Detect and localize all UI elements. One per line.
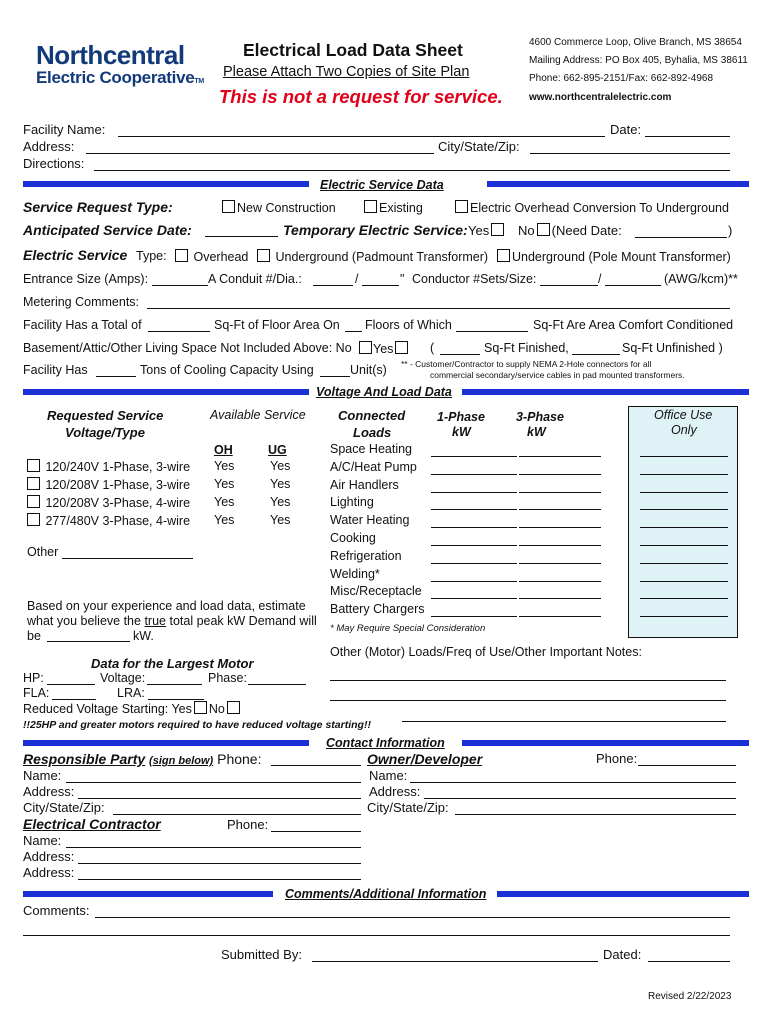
checkbox[interactable] — [537, 223, 550, 236]
responsible-name-field[interactable] — [66, 782, 361, 783]
hp-field[interactable] — [47, 684, 95, 685]
office-use-field[interactable] — [640, 509, 728, 510]
special-consideration-note: * May Require Special Consideration — [330, 623, 486, 634]
loads-heading: Loads — [353, 425, 392, 440]
basement-no[interactable] — [357, 341, 374, 356]
oh-heading: OH — [214, 443, 233, 457]
slash: / — [355, 272, 359, 286]
checkbox[interactable] — [27, 459, 40, 472]
load-3phase-kw-field[interactable] — [519, 474, 601, 475]
oh-value: Yes — [214, 459, 235, 473]
peak-kw-field[interactable] — [47, 641, 130, 642]
opt-polemount[interactable]: Underground (Pole Mount Transformer) — [495, 249, 731, 264]
conduit-dia-field[interactable] — [362, 285, 399, 286]
opt-conversion[interactable]: Electric Overhead Conversion To Underground — [453, 200, 729, 215]
logo-line-1: Northcentral — [36, 40, 185, 70]
metering-field[interactable] — [147, 308, 730, 309]
opt-existing[interactable]: Existing — [362, 200, 423, 215]
load-3phase-kw-field[interactable] — [519, 509, 601, 510]
page-subtitle: Please Attach Two Copies of Site Plan — [223, 64, 470, 80]
responsible-city-field[interactable] — [113, 814, 361, 815]
load-label: Air Handlers — [330, 477, 399, 492]
owner-address-label: Address: — [369, 784, 421, 799]
ug-value: Yes — [270, 459, 291, 473]
contractor-name-label: Name: — [23, 833, 62, 848]
city-field[interactable] — [530, 153, 730, 154]
load-1phase-kw-field[interactable] — [431, 563, 517, 564]
load-3phase-kw-field[interactable] — [519, 527, 601, 528]
other-notes-line-1[interactable] — [330, 680, 726, 681]
section-bar-left — [23, 389, 309, 395]
voltage-option-label: 120/208V 3-Phase, 4-wire — [45, 496, 191, 510]
ug-value: Yes — [270, 477, 291, 491]
submitted-by-label: Submitted By: — [221, 947, 302, 962]
ug-heading: UG — [268, 443, 287, 457]
unfinished-sqft-field[interactable] — [572, 354, 620, 355]
load-1phase-kw-field[interactable] — [431, 456, 517, 457]
load-3phase-kw-field[interactable] — [519, 563, 601, 564]
load-1phase-kw-field[interactable] — [431, 616, 517, 617]
fla-field[interactable] — [52, 699, 96, 700]
load-3phase-kw-field[interactable] — [519, 598, 601, 599]
logo-line-2: Electric CooperativeTM — [36, 68, 204, 87]
section-comments: Comments/Additional Information — [285, 887, 487, 901]
lra-field[interactable] — [148, 699, 204, 700]
awg-label: (AWG/kcm)** — [664, 272, 738, 286]
facility-name-label: Facility Name: — [23, 122, 106, 137]
office-use-field[interactable] — [640, 598, 728, 599]
voltage-option[interactable] — [25, 477, 190, 492]
floors-field[interactable] — [345, 331, 362, 332]
comments-field-2[interactable] — [23, 935, 730, 936]
directions-label: Directions: — [23, 156, 85, 171]
contractor-address-field[interactable] — [78, 863, 361, 864]
load-label: A/C/Heat Pump — [330, 459, 417, 474]
entrance-size-label: Entrance Size (Amps): — [23, 272, 149, 286]
load-label: Misc/Receptacle — [330, 584, 422, 599]
office-use-field[interactable] — [640, 527, 728, 528]
finished-label: Sq-Ft Finished, — [484, 341, 569, 355]
date-label: Date: — [610, 122, 642, 137]
voltage-option[interactable] — [25, 513, 190, 528]
checkbox[interactable] — [497, 249, 510, 262]
owner-name-field[interactable] — [410, 782, 736, 783]
owner-city-label: City/State/Zip: — [367, 800, 449, 815]
ug-value: Yes — [270, 513, 291, 527]
section-bar-right — [462, 740, 749, 746]
floor-text-b: Sq-Ft of Floor Area On — [214, 318, 340, 332]
load-label: Lighting — [330, 495, 374, 510]
motor-phase-field[interactable] — [248, 684, 306, 685]
address-field[interactable] — [86, 153, 434, 154]
contractor-address2-field[interactable] — [78, 879, 361, 880]
load-1phase-kw-field[interactable] — [431, 492, 517, 493]
connected-heading: Connected — [338, 408, 406, 423]
conditioned-sqft-field[interactable] — [456, 331, 528, 332]
temporary-service-label: Temporary Electric Service: — [283, 222, 468, 238]
mailing-address: Mailing Address: PO Box 405, Byhalia, MS 38611 — [529, 55, 748, 66]
temporary-yes[interactable]: Yes — [468, 223, 506, 238]
section-voltage-load: Voltage And Load Data — [316, 385, 452, 399]
conductor-sets-field[interactable] — [540, 285, 598, 286]
need-date-field[interactable] — [635, 237, 727, 238]
phase1-heading: 1-Phase — [437, 410, 485, 424]
opt-overhead[interactable]: Overhead — [173, 249, 248, 264]
office-use-field[interactable] — [640, 545, 728, 546]
peak-text-3b: kW. — [133, 629, 154, 643]
load-label: Water Heating — [330, 513, 410, 528]
load-label: Refrigeration — [330, 548, 402, 563]
other-notes-line-2[interactable] — [330, 700, 726, 701]
contractor-address2-label: Address: — [23, 865, 75, 880]
load-1phase-kw-field[interactable] — [431, 581, 517, 582]
close-paren: ) — [728, 223, 733, 238]
cooling-units-field[interactable] — [320, 376, 350, 377]
total-sqft-field[interactable] — [148, 331, 210, 332]
other-notes-line-3[interactable] — [402, 721, 726, 722]
company-website: www.northcentralelectric.com — [529, 92, 672, 103]
responsible-city-label: City/State/Zip: — [23, 800, 105, 815]
office-use-field[interactable] — [640, 581, 728, 582]
requested-service-heading: Requested Service — [47, 408, 164, 423]
load-3phase-kw-field[interactable] — [519, 616, 601, 617]
load-label: Welding* — [330, 566, 380, 581]
section-bar-left — [23, 891, 273, 897]
address-label: Address: — [23, 139, 75, 154]
checkbox[interactable] — [491, 223, 504, 236]
anticipated-date-field[interactable] — [205, 236, 278, 237]
section-bar-right — [462, 389, 749, 395]
reduced-voltage-warning: !!25HP and greater motors required to have reduced voltage starting!! — [23, 719, 371, 731]
cooling-tons-field[interactable] — [96, 376, 136, 377]
office-use-box — [628, 406, 738, 638]
contractor-phone-field[interactable] — [271, 831, 361, 832]
office-use-heading: Office Use — [654, 408, 713, 422]
metering-label: Metering Comments: — [23, 295, 140, 309]
available-service-heading: Available Service — [210, 408, 306, 422]
cooling-text-c: Unit(s) — [350, 363, 387, 377]
city-label: City/State/Zip: — [438, 139, 520, 154]
floor-text-d: Sq-Ft Are Area Comfort Conditioned — [533, 318, 734, 332]
floor-text-a: Facility Has a Total of — [23, 318, 142, 332]
checkbox[interactable] — [359, 341, 372, 354]
electric-service-label: Electric Service — [23, 247, 128, 263]
voltage-option[interactable] — [25, 495, 190, 510]
peak-text-1: Based on your experience and load data, estimate — [27, 599, 306, 613]
entrance-size-field[interactable] — [152, 285, 208, 286]
owner-name-label: Name: — [369, 768, 408, 783]
directions-field[interactable] — [94, 170, 730, 171]
load-1phase-kw-field[interactable] — [431, 474, 517, 475]
voltage-option-label: 277/480V 3-Phase, 4-wire — [45, 514, 191, 528]
checkbox[interactable] — [175, 249, 188, 262]
cooling-text-b: Tons of Cooling Capacity Using — [140, 363, 314, 377]
load-1phase-kw-field[interactable] — [431, 598, 517, 599]
conductor-label: Conductor #Sets/Size: — [412, 272, 537, 286]
finished-sqft-field[interactable] — [440, 354, 480, 355]
fla-label: FLA: — [23, 686, 50, 700]
section-bar-right — [487, 181, 749, 187]
load-label: Cooking — [330, 531, 376, 545]
owner-phone-label: Phone: — [596, 751, 638, 766]
ug-value: Yes — [270, 495, 291, 509]
motor-voltage-field[interactable] — [147, 684, 202, 685]
phase3-kw-heading: kW — [527, 425, 546, 439]
dated-field[interactable] — [648, 961, 730, 962]
section-bar-right — [497, 891, 749, 897]
inch-mark: " — [400, 272, 405, 286]
comments-field-1[interactable] — [95, 917, 730, 918]
office-use-field[interactable] — [640, 563, 728, 564]
other-voltage-label: Other — [27, 545, 59, 559]
floor-text-c: Floors of Which — [365, 318, 452, 332]
load-3phase-kw-field[interactable] — [519, 581, 601, 582]
oh-value: Yes — [214, 477, 235, 491]
load-1phase-kw-field[interactable] — [431, 509, 517, 510]
peak-text-2: what you believe the true total peak kW Demand will — [27, 614, 317, 628]
office-use-field[interactable] — [640, 492, 728, 493]
responsible-phone-field[interactable] — [271, 765, 361, 766]
section-bar-left — [23, 740, 309, 746]
owner-address-field[interactable] — [424, 798, 736, 799]
slash: / — [598, 272, 602, 286]
peak-text-3a: be — [27, 629, 41, 643]
voltage-type-heading: Voltage/Type — [65, 425, 145, 440]
voltage-option-label: 120/240V 1-Phase, 3-wire — [45, 460, 191, 474]
contractor-heading: Electrical Contractor — [23, 816, 161, 832]
checkbox[interactable] — [227, 701, 240, 714]
voltage-option-label: 120/208V 1-Phase, 3-wire — [45, 478, 191, 492]
phase3-heading: 3-Phase — [516, 410, 564, 424]
opt-padmount[interactable]: Underground (Padmount Transformer) — [255, 249, 488, 264]
basement-yes[interactable]: Yes — [373, 341, 410, 356]
load-label: Battery Chargers — [330, 602, 425, 617]
submitted-by-field[interactable] — [312, 961, 598, 962]
load-3phase-kw-field[interactable] — [519, 545, 601, 546]
basement-label: Basement/Attic/Other Living Space Not Included Above: No — [23, 341, 352, 355]
checkbox[interactable] — [257, 249, 270, 262]
largest-motor-heading: Data for the Largest Motor — [91, 656, 254, 671]
date-field[interactable] — [645, 136, 730, 137]
facility-name-field[interactable] — [118, 136, 605, 137]
section-bar-left — [23, 181, 309, 187]
office-use-field[interactable] — [640, 474, 728, 475]
oh-value: Yes — [214, 513, 235, 527]
hp-label: HP: — [23, 671, 44, 685]
load-1phase-kw-field[interactable] — [431, 545, 517, 546]
checkbox[interactable] — [455, 200, 468, 213]
owner-city-field[interactable] — [455, 814, 736, 815]
oh-value: Yes — [214, 495, 235, 509]
responsible-address-label: Address: — [23, 784, 75, 799]
motor-phase-label: Phase: — [208, 671, 247, 685]
office-use-field[interactable] — [640, 616, 728, 617]
nema-note-1: ** - Customer/Contractor to supply NEMA 2-Hole connectors for all — [401, 359, 652, 369]
temporary-no[interactable]: No (Need Date: — [518, 223, 622, 238]
load-3phase-kw-field[interactable] — [519, 492, 601, 493]
other-motor-label: Other (Motor) Loads/Freq of Use/Other Important Notes: — [330, 645, 642, 659]
responsible-party-row: Responsible Party (sign below) Phone: — [23, 751, 262, 767]
revision-date: Revised 2/22/2023 — [648, 991, 732, 1002]
checkbox[interactable] — [222, 200, 235, 213]
voltage-option[interactable] — [25, 459, 190, 474]
unfinished-label: Sq-Ft Unfinished ) — [622, 341, 723, 355]
checkbox[interactable] — [364, 200, 377, 213]
responsible-name-label: Name: — [23, 768, 62, 783]
office-only-heading: Only — [671, 423, 697, 437]
checkbox[interactable] — [395, 341, 408, 354]
checkbox[interactable] — [27, 513, 40, 526]
dated-label: Dated: — [603, 947, 642, 962]
load-1phase-kw-field[interactable] — [431, 527, 517, 528]
open-paren: ( — [430, 341, 435, 355]
type-label: Type: — [136, 249, 167, 263]
contractor-address-label: Address: — [23, 849, 75, 864]
contractor-phone-label: Phone: — [227, 817, 269, 832]
load-3phase-kw-field[interactable] — [519, 456, 601, 457]
contractor-name-field[interactable] — [66, 847, 361, 848]
section-electric-service: Electric Service Data — [320, 178, 444, 192]
owner-heading: Owner/Developer — [367, 751, 483, 767]
responsible-address-field[interactable] — [78, 798, 361, 799]
load-label: Space Heating — [330, 442, 413, 456]
warning-text: This is not a request for service. — [219, 86, 503, 107]
owner-phone-field[interactable] — [638, 765, 736, 766]
conductor-size-field[interactable] — [605, 285, 661, 286]
conduit-label: A Conduit #/Dia.: — [208, 272, 302, 286]
conduit-number-field[interactable] — [313, 285, 353, 286]
comments-label: Comments: — [23, 903, 90, 918]
office-use-field[interactable] — [640, 456, 728, 457]
reduced-voltage-row: Reduced Voltage Starting: Yes No — [23, 701, 242, 716]
company-address: 4600 Commerce Loop, Olive Branch, MS 38654 — [529, 37, 742, 48]
company-phone: Phone: 662-895-2151/Fax: 662-892-4968 — [529, 73, 714, 84]
opt-new-construction[interactable]: New Construction — [220, 200, 336, 215]
checkbox[interactable] — [194, 701, 207, 714]
page-title: Electrical Load Data Sheet — [243, 40, 463, 60]
phase1-kw-heading: kW — [452, 425, 471, 439]
request-type-label: Service Request Type: — [23, 199, 173, 215]
lra-label: LRA: — [117, 686, 145, 700]
nema-note-2: commercial secondary/service cables in pad mounted transformers. — [430, 370, 685, 380]
other-voltage-field[interactable] — [62, 558, 193, 559]
checkbox[interactable] — [27, 495, 40, 508]
cooling-text-a: Facility Has — [23, 363, 88, 377]
section-contact: Contact Information — [326, 736, 445, 750]
anticipated-date-label: Anticipated Service Date: — [23, 222, 192, 238]
checkbox[interactable] — [27, 477, 40, 490]
motor-voltage-label: Voltage: — [100, 671, 146, 685]
